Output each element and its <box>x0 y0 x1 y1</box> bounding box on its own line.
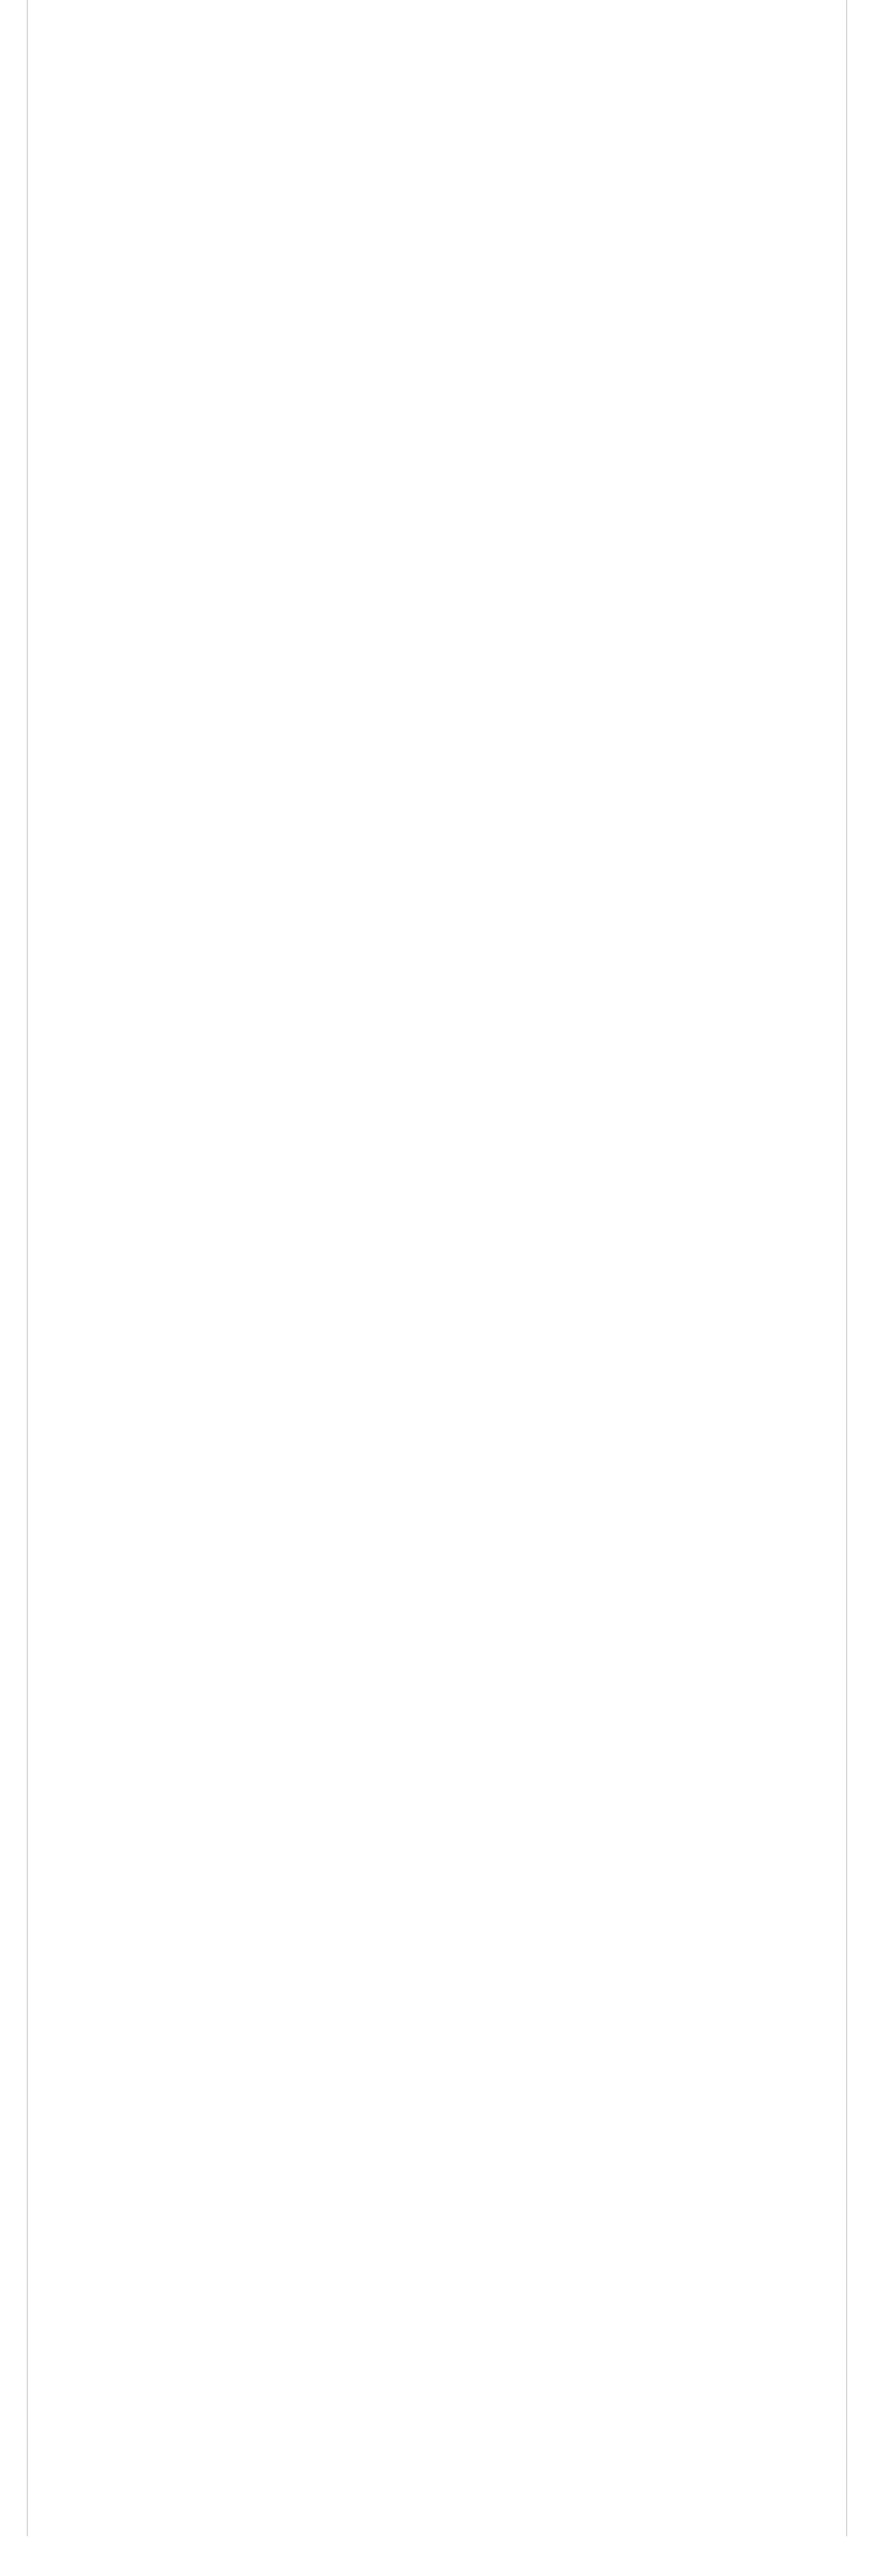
drug-info-table <box>27 0 847 2536</box>
